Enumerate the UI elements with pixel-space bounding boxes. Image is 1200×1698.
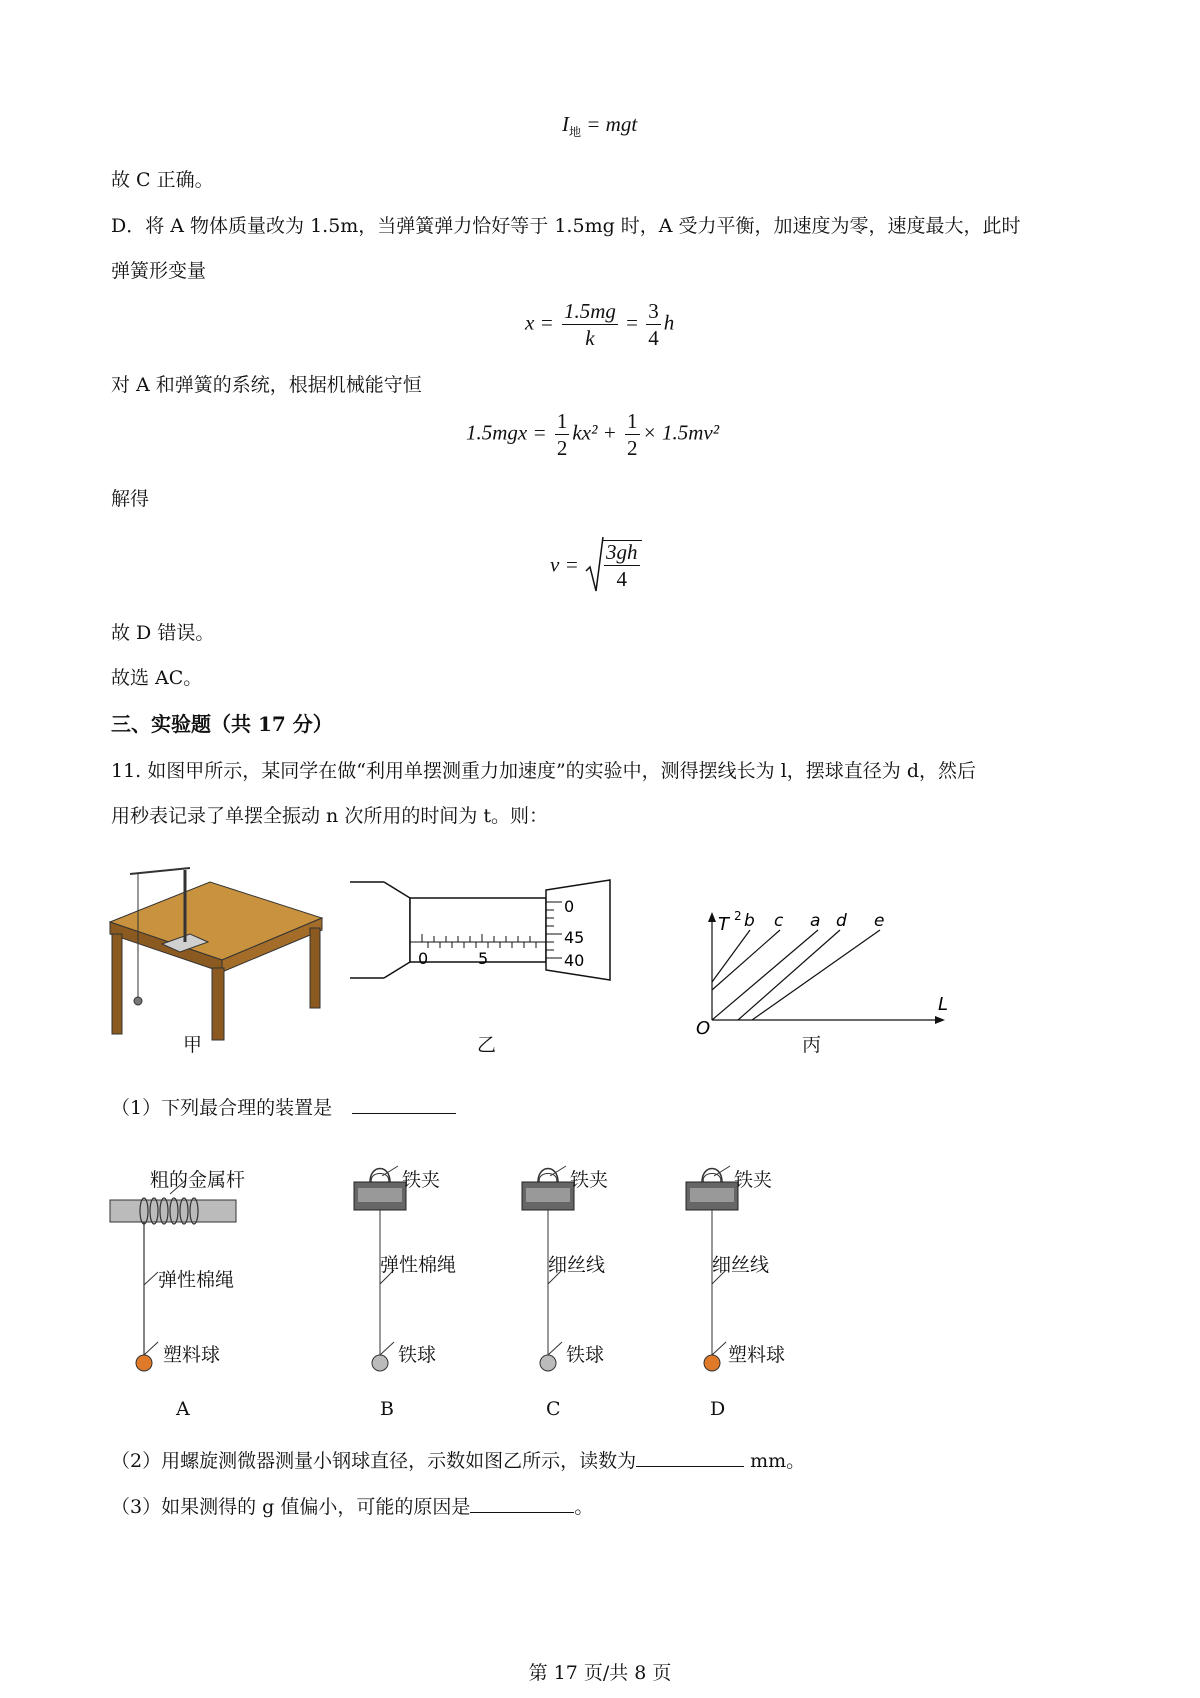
eq3-t2: × 1.5mv² <box>642 420 719 445</box>
eq4-num: 3gh <box>606 540 638 564</box>
graph-line-e <box>752 930 880 1020</box>
q1-answer-blank[interactable] <box>352 1113 456 1114</box>
equation-energy <box>466 410 719 459</box>
eq3-d1: 2 <box>556 436 568 460</box>
graph-x-axis-label: L <box>938 994 949 1015</box>
graph-line-c <box>712 930 780 990</box>
apparatus-b-top: 铁夹 <box>402 1169 441 1191</box>
q2-label: （2）用螺旋测微器测量小钢球直径，示数如图乙所示，读数为 <box>111 1450 637 1472</box>
eq1-lhs: I <box>562 112 569 136</box>
graph-origin-label: O <box>696 1018 711 1039</box>
graph-line-label-d: d <box>836 911 847 931</box>
q3-answer-blank[interactable] <box>470 1512 574 1513</box>
eq3-n2: 1 <box>627 409 638 433</box>
text-answer: 故选 AC。 <box>111 667 203 689</box>
q2-text <box>111 1448 805 1474</box>
apparatus-b-ball: 铁球 <box>398 1344 437 1366</box>
label-bing: 丙 <box>802 1034 822 1056</box>
eq2-den2: 4 <box>648 326 659 350</box>
q2-unit: mm。 <box>750 1450 806 1472</box>
eq2-lhs: x = <box>525 310 554 335</box>
eq2-num1: 1.5mg <box>564 299 616 323</box>
apparatus-d-ball: 塑料球 <box>728 1344 786 1366</box>
thimble-label-45: 45 <box>564 928 585 947</box>
eq1-sub: 地 <box>569 125 582 140</box>
text-d-wrong: 故 D 错误。 <box>111 622 215 644</box>
figure-jia-table-pendulum <box>100 860 330 1050</box>
label-yi: 乙 <box>477 1034 497 1056</box>
q3-text <box>111 1494 593 1520</box>
graph-line-label-a: a <box>810 911 821 931</box>
eq2-equals: = <box>626 310 639 335</box>
apparatus-a-top: 粗的金属杆 <box>150 1169 246 1191</box>
q3-end: 。 <box>574 1496 594 1518</box>
equation-deformation <box>525 300 674 349</box>
q11-line2: 用秒表记录了单摆全振动 n 次所用的时间为 t。则： <box>111 805 548 827</box>
apparatus-d-string: 细丝线 <box>712 1254 770 1276</box>
graph-line-label-c: c <box>774 911 784 931</box>
apparatus-d-top: 铁夹 <box>734 1169 773 1191</box>
apparatus-a-string: 弹性棉绳 <box>158 1269 235 1291</box>
graph-line-b <box>712 930 750 982</box>
label-jia: 甲 <box>183 1034 203 1056</box>
sleeve-label-5: 5 <box>478 949 489 968</box>
apparatus-c-ball: 铁球 <box>566 1344 605 1366</box>
apparatus-a-ball: 塑料球 <box>163 1344 221 1366</box>
eq1-rhs: = mgt <box>586 112 638 136</box>
graph-line-d <box>738 930 840 1020</box>
equation-velocity <box>550 535 645 595</box>
text-c-correct: 故 C 正确。 <box>111 169 214 191</box>
eq2-tail: h <box>663 310 675 335</box>
eq3-d2: 2 <box>627 436 638 460</box>
apparatus-c-string: 细丝线 <box>548 1254 606 1276</box>
sqrt-sign-icon <box>584 535 604 595</box>
graph-line-label-b: b <box>744 911 755 931</box>
text-energy: 对 A 和弹簧的系统，根据机械能守恒 <box>111 374 422 396</box>
equation-impulse <box>562 112 637 140</box>
text-solve: 解得 <box>111 488 150 510</box>
q1-label: （1）下列最合理的装置是 <box>111 1097 333 1119</box>
thimble-label-0: 0 <box>564 897 575 916</box>
apparatus-b-string: 弹性棉绳 <box>380 1254 457 1276</box>
q1-text <box>111 1095 456 1121</box>
text-d-line1: D．将 A 物体质量改为 1.5m，当弹簧弹力恰好等于 1.5mg 时，A 受力平衡，加速度为零，速度最大，此时 <box>111 215 1021 237</box>
graph-y-axis-label: T <box>718 914 729 935</box>
eq3-n1: 1 <box>556 409 568 433</box>
section-heading: 三、实验题（共 17 分） <box>111 712 333 736</box>
apparatus-d-letter: D <box>710 1398 726 1420</box>
q11-line1: 11. 如图甲所示，某同学在做“利用单摆测重力加速度”的实验中，测得摆线长为 l，摆球直径为 d，然后 <box>111 760 977 782</box>
page-footer: 第 17 页/共 8 页 <box>528 1662 672 1684</box>
eq4-lhs: v = <box>550 552 579 577</box>
graph-y-axis-sup: 2 <box>734 910 742 923</box>
thimble-label-40: 40 <box>564 951 585 970</box>
apparatus-a-letter: A <box>176 1398 190 1420</box>
apparatus-c-letter: C <box>546 1398 561 1420</box>
figure-bing-graph <box>690 910 950 1040</box>
apparatus-b-letter: B <box>380 1398 394 1420</box>
q2-answer-blank[interactable] <box>636 1466 744 1467</box>
eq2-num2: 3 <box>648 299 659 323</box>
eq3-t1: kx² + <box>572 420 617 445</box>
text-d-line2: 弹簧形变量 <box>111 260 207 282</box>
eq4-den: 4 <box>616 567 627 591</box>
sleeve-label-0: 0 <box>418 949 429 968</box>
q3-label: （3）如果测得的 g 值偏小，可能的原因是 <box>111 1496 471 1518</box>
eq3-lhs: 1.5mgx = <box>466 420 547 445</box>
eq2-den1: k <box>585 326 595 350</box>
apparatus-c-top: 铁夹 <box>570 1169 609 1191</box>
figure-yi-micrometer <box>340 860 630 1010</box>
graph-line-label-e: e <box>874 911 885 931</box>
